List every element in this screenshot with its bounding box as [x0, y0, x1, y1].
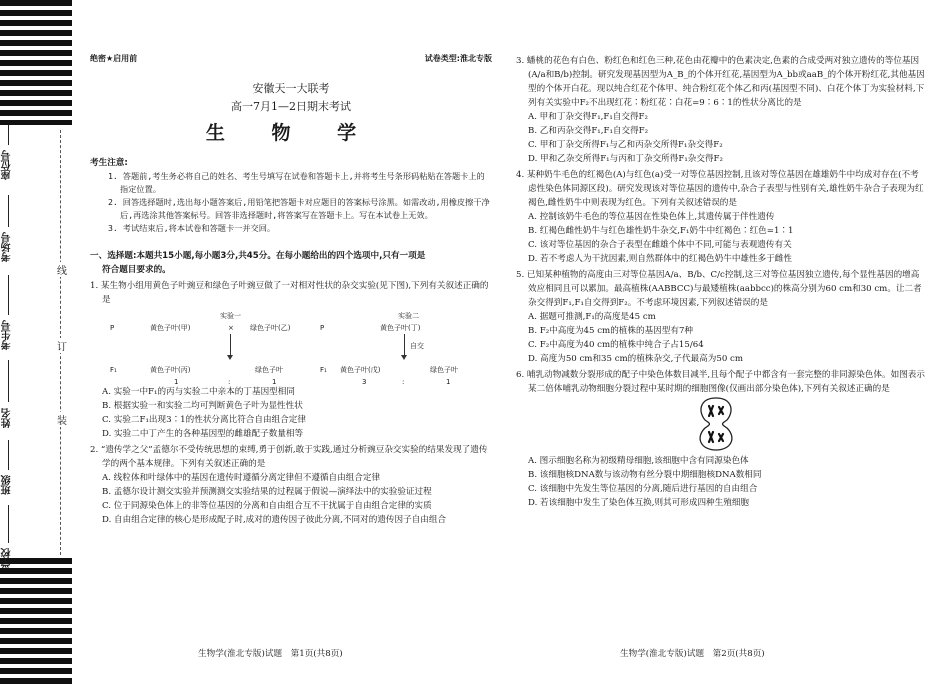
green-1: 绿色子叶 [255, 366, 283, 374]
exam-title-line1: 安徽天一大联考 [252, 82, 330, 95]
option: D. 若不考虑人为干扰因素,则自然群体中的红褐色奶牛中雄性多于雌性 [528, 254, 792, 264]
seal-char-line: 线 [56, 262, 68, 277]
option: C. 实验二F₁出现3∶1的性状分离比符合自由组合定律 [102, 415, 306, 425]
option: B. 根据实验一和实验二均可判断黄色子叶为显性性状 [102, 401, 303, 411]
p-label-1: P [110, 324, 115, 332]
ratio-4: 1 [446, 378, 451, 386]
cross-diagram [110, 307, 492, 385]
option: C. 该细胞中先发生等位基因的分离,随后进行基因的自由组合 [528, 484, 758, 494]
footer-left: 生物学(淮北专版)试题 第1页(共8页) [198, 649, 343, 659]
ratio-colon-1: : [228, 378, 231, 386]
seat-number-label: 座位号 [2, 150, 13, 180]
option: C. F₂中高度为40 cm的植株中纯合子占15/64 [528, 340, 704, 350]
section-heading-line2: 符合题目要求的。 [102, 265, 171, 275]
binding-stripes-bottom [0, 558, 72, 688]
notice-item: 2. 回答选择题时,选出每小题答案后,用铅笔把答题卡对应题目的答案标号涂黑。如需改动,用橡皮擦干净后,再选涂其他答案标号。回答非选择题时,将答案写在答题卡上。写在本试卷上无效。 [108, 197, 490, 220]
question-6-stem: 6. 哺乳动物减数分裂形成的配子中染色体数目减半,且每个配子中都含有一套完整的非同源染色体。如图表示某二倍体哺乳动物细胞分裂过程中某时期的细胞图像(仅画出部分染色体),下列有关叙述正确的是 [516, 370, 925, 394]
ratio-2: 1 [272, 378, 277, 386]
option: B. 孟德尔设计测交实验并预测测交实验结果的过程属于假说—演绎法中的实验验证过程 [102, 487, 432, 497]
school-label: 学校 [2, 548, 13, 568]
green-2: 绿色子叶 [430, 366, 458, 374]
yellow-c: 黄色子叶(丙) [150, 366, 191, 374]
seal-char-bind: 订 [56, 338, 68, 353]
question-3-stem: 3. 蟠桃的花色有白色、粉红色和红色三种,花色由花瓣中的色素决定,色素的合成受两对独立遗传的等位基因(A/a和B/b)控制。研究发现基因型为A_B_的个体开红花,基因型为A_bb或aaB_的个体开粉红花,其他基因型的个体开白花。现以纯合红花个体甲、纯合粉红花个体乙和丙(基因型不同)、白花个体丁为实验材料,下列有关实验中F₂不出现红花∶粉红花∶白花=9∶6∶1的性状分离比的是 [516, 56, 925, 108]
page-left [90, 52, 492, 527]
question-4-stem: 4. 某种奶牛毛色的红褐色(A)与红色(a)受一对等位基因控制,且该对等位基因在雄雄奶牛中均成对存在(不考虑性染色体同源区段)。研究发现该对等位基因的遗传中,杂合子表型与性别有关,雄性奶牛杂合子表现为红褐色,雌性奶牛中则表现为红色。下列有关叙述错误的是 [516, 170, 924, 208]
question-3 [516, 54, 926, 166]
binding-stripes-top [0, 0, 72, 125]
question-2-stem: 2. “遗传学之父”孟德尔不受传统思想的束缚,勇于创新,敢于实践,通过分析豌豆杂交实验的结果发现了遗传学的两个基本规律。下列有关叙述正确的是 [90, 445, 488, 469]
name-line [8, 360, 9, 402]
class-label: 班级 [2, 475, 13, 495]
question-1 [90, 279, 492, 441]
question-1-stem: 1. 某生物小组用黄色子叶豌豆和绿色子叶豌豆做了一对相对性状的杂交实验(见下图),下列有关叙述正确的是 [90, 281, 489, 305]
seal-char-pack: 装 [56, 412, 68, 427]
seat-number-line [8, 125, 9, 145]
option: C. 该对等位基因的杂合子表型在雌雄个体中不同,可能与表观遗传有关 [528, 240, 792, 250]
option: A. 实验一中F₁的丙与实验二中亲本的丁基因型相同 [102, 387, 295, 397]
self-label: 自交 [410, 342, 424, 350]
arrow-exp2 [404, 334, 405, 358]
yellow-e: 黄色子叶(戊) [340, 366, 381, 374]
section-heading [90, 249, 492, 277]
notice-title: 考生注意: [90, 158, 128, 168]
name-label: 姓名 [2, 408, 13, 428]
option: B. 红褐色雌性奶牛与红色雄性奶牛杂交,F₁奶牛中红褐色∶红色=1∶1 [528, 226, 794, 236]
notice-item: 3. 考试结束后,将本试卷和答题卡一并交回。 [108, 223, 276, 233]
option: A. 控制该奶牛毛色的等位基因在性染色体上,其遗传属于伴性遗传 [528, 212, 775, 222]
exam-type: 试卷类型:淮北专版 [424, 54, 492, 63]
ratio-1: 1 [174, 378, 179, 386]
green-b: 绿色子叶(乙) [250, 324, 291, 332]
candidate-number-label: 考生号 [2, 320, 13, 350]
ratio-colon-2: : [402, 378, 405, 386]
option: B. 乙和丙杂交得F₁,F₁自交得F₂ [528, 126, 649, 136]
exp1-label: 实验一 [220, 312, 241, 320]
ratio-3: 3 [362, 378, 367, 386]
page-right [516, 52, 926, 510]
question-4 [516, 168, 926, 266]
option: D. 高度为50 cm和35 cm的植株杂交,子代最高为50 cm [528, 354, 743, 364]
option: C. 甲和丁杂交所得F₁与乙和丙杂交所得F₁杂交得F₂ [528, 140, 723, 150]
candidate-number-line [8, 275, 9, 315]
question-2 [90, 443, 492, 527]
option: A. 图示细胞名称为初级精母细胞,该细胞中含有同源染色体 [528, 456, 749, 466]
header-row [90, 52, 492, 66]
option: D. 自由组合定律的核心是形成配子时,成对的遗传因子彼此分离,不同对的遗传因子自由组合 [102, 515, 447, 525]
arrow-exp1 [230, 334, 231, 358]
option: D. 甲和乙杂交所得F₁与丙和丁杂交所得F₁杂交得F₂ [528, 154, 723, 164]
confidential-mark: 绝密★启用前 [90, 54, 138, 63]
exam-room-label: 考场号 [2, 232, 13, 262]
section-heading-line1: 一、选择题:本题共15小题,每小题3分,共45分。在每小题给出的四个选项中,只有一项是 [90, 251, 426, 261]
subject-title: 生 物 学 [205, 122, 377, 144]
f1-label-1: F₁ [110, 366, 117, 374]
option: B. 该细胞核DNA数与该动物有丝分裂中期细胞核DNA数相同 [528, 470, 762, 480]
option: A. 线粒体和叶绿体中的基因在遗传时遵循分离定律但不遵循自由组合定律 [102, 473, 381, 483]
cross-symbol: × [228, 324, 234, 332]
cell-image [691, 396, 741, 452]
option: B. F₂中高度为45 cm的植株的基因型有7种 [528, 326, 694, 336]
option: D. 若该细胞中发生了染色体互换,则其可形成四种生殖细胞 [528, 498, 750, 508]
notice-item: 1. 答题前,考生务必将自己的姓名、考生号填写在试卷和答题卡上,并将考生号条形码粘贴在答题卡上的指定位置。 [108, 171, 485, 194]
class-line [8, 440, 9, 470]
yellow-d: 黄色子叶(丁) [380, 324, 421, 332]
question-5 [516, 268, 926, 366]
f1-label-2: F₁ [320, 366, 327, 374]
question-6 [516, 368, 926, 510]
cell-division-figure [516, 396, 926, 454]
option: D. 实验二中丁产生的各种基因型的雌雄配子数量相等 [102, 429, 304, 439]
footer-right: 生物学(淮北专版)试题 第2页(共8页) [620, 649, 765, 659]
exam-room-line [8, 195, 9, 227]
school-line [8, 505, 9, 543]
p-label-2: P [320, 324, 325, 332]
exp2-label: 实验二 [398, 312, 419, 320]
option: A. 甲和丁杂交得F₁,F₁自交得F₂ [528, 112, 648, 122]
yellow-a: 黄色子叶(甲) [150, 324, 191, 332]
option: C. 位于同源染色体上的非等位基因的分离和自由组合互不干扰属于自由组合定律的实质 [102, 501, 432, 511]
exam-title-line2: 高一7月1—2日期末考试 [231, 100, 351, 113]
question-5-stem: 5. 已知某种植物的高度由三对等位基因A/a、B/b、C/c控制,这三对等位基因独立遗传,每个显性基因的增高效应相同且可以累加。最高植株(AABBCC)与最矮植株(aabbcc)的株高分别为60 cm和30 cm。让二者杂交得到F₁,F₁自交得到F₂。不考虑环境因素,下列叙述错误的是 [516, 270, 922, 308]
option: A. 据题可推测,F₁的高度是45 cm [528, 312, 656, 322]
binding-margin [0, 0, 82, 688]
